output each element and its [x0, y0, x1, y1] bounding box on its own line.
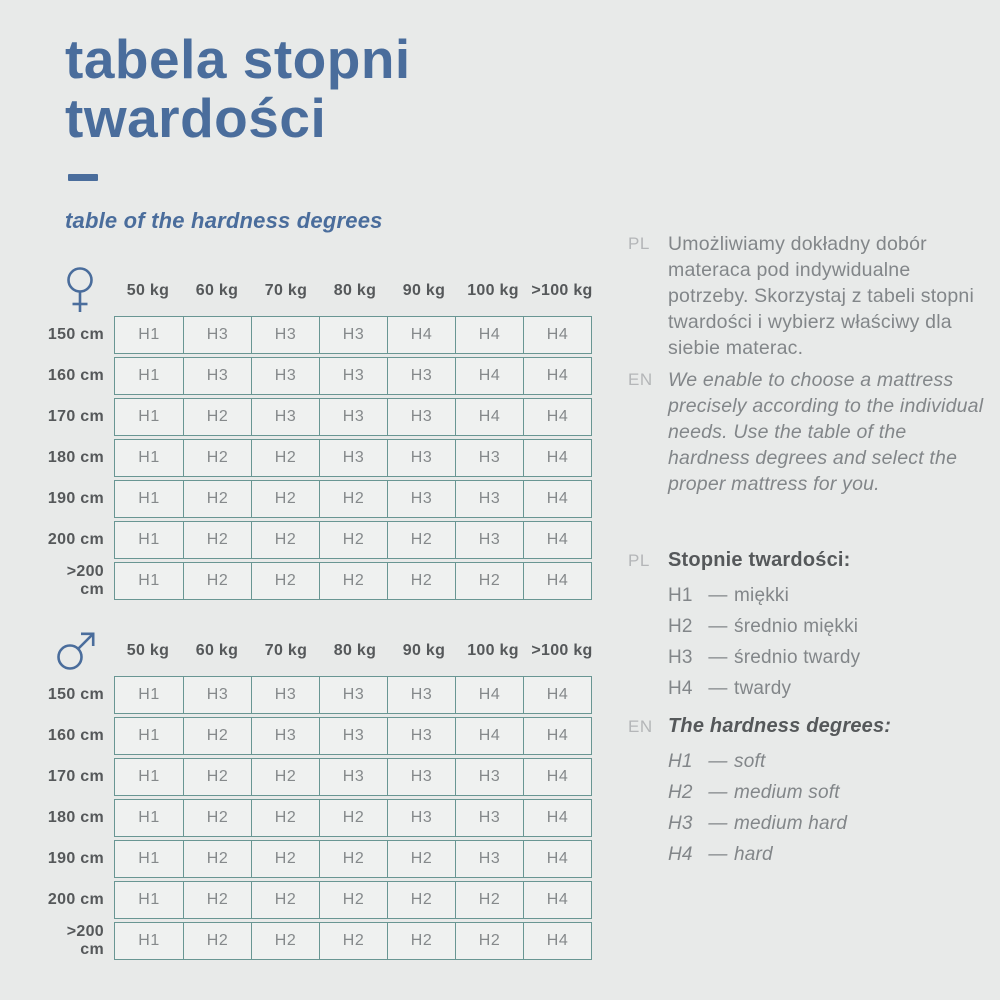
legend-dash: — [708, 647, 728, 668]
hardness-cell: H3 [251, 317, 319, 353]
legend-label: średnio miękki [734, 616, 859, 637]
hardness-cell: H3 [387, 399, 455, 435]
row-cells [114, 521, 592, 559]
hardness-cell: H2 [387, 882, 455, 918]
hardness-cell: H4 [523, 481, 591, 517]
title-dash [68, 174, 98, 181]
height-label: 170 cm [47, 768, 104, 785]
hardness-cell: H2 [251, 882, 319, 918]
hardness-cell: H1 [138, 490, 160, 507]
hardness-cell: H2 [319, 563, 387, 599]
en-legend-list [668, 715, 891, 875]
hardness-cell: H3 [387, 677, 455, 713]
weight-header: 90 kg [402, 282, 446, 299]
hardness-cell: H1 [138, 809, 160, 826]
hardness-cell: H2 [183, 563, 251, 599]
hardness-cell: H3 [251, 718, 319, 754]
hardness-cell: H3 [251, 358, 319, 394]
height-label: >200 cm [66, 563, 104, 598]
hardness-cell: H1 [138, 449, 160, 466]
hardness-cell: H3 [319, 718, 387, 754]
hardness-cell: H4 [523, 759, 591, 795]
legend-dash: — [708, 844, 728, 865]
hardness-cell: H4 [523, 522, 591, 558]
pl-legend-list [668, 549, 860, 709]
height-label: 180 cm [47, 449, 104, 466]
legend-code: H2 [668, 616, 693, 637]
pl-language-label: PL [628, 234, 650, 253]
pl-legend-language-label: PL [628, 551, 650, 570]
hardness-cell: H4 [523, 841, 591, 877]
row-cells [114, 840, 592, 878]
pl-description-text: Umożliwiamy dokładny dobór materaca pod indywidualne potrzeby. Skorzystaj z tabeli stopni twardości i wybierz właściwy dla siebie materac. [668, 233, 974, 359]
en-language-label: EN [628, 370, 653, 389]
legend-item [668, 813, 891, 835]
female-table-header [40, 266, 597, 316]
weight-header: 60 kg [195, 282, 239, 299]
hardness-cell: H3 [455, 522, 523, 558]
hardness-cell: H2 [183, 399, 251, 435]
hardness-cell: H4 [387, 317, 455, 353]
hardness-cell: H1 [138, 326, 160, 343]
height-label: 150 cm [47, 686, 104, 703]
hardness-cell: H2 [387, 522, 455, 558]
weight-header: 70 kg [264, 282, 308, 299]
legend-code: H3 [668, 647, 693, 668]
hardness-cell: H2 [183, 522, 251, 558]
hardness-cell: H2 [455, 563, 523, 599]
hardness-cell: H1 [138, 531, 160, 548]
en-legend-language-label: EN [628, 717, 653, 736]
hardness-cell: H2 [251, 841, 319, 877]
legend-code: H1 [668, 585, 693, 606]
height-label: 190 cm [47, 490, 104, 507]
hardness-cell: H4 [523, 677, 591, 713]
hardness-cell: H4 [455, 399, 523, 435]
legend-dash: — [708, 813, 728, 834]
legend-label: soft [734, 751, 766, 772]
hardness-cell: H2 [183, 718, 251, 754]
height-label: 180 cm [47, 809, 104, 826]
hardness-cell: H4 [523, 358, 591, 394]
en-description-block [628, 368, 986, 498]
hardness-cell: H4 [455, 358, 523, 394]
row-cells [114, 758, 592, 796]
hardness-cell: H3 [455, 481, 523, 517]
weight-header: 100 kg [467, 282, 519, 299]
hardness-cell: H4 [523, 563, 591, 599]
height-label: 150 cm [47, 326, 104, 343]
legend-code: H2 [668, 782, 693, 803]
weight-header: 80 kg [333, 642, 377, 659]
weight-header: 100 kg [467, 642, 519, 659]
row-cells [114, 717, 592, 755]
hardness-cell: H1 [138, 932, 160, 949]
hardness-cell: H1 [138, 686, 160, 703]
height-label: 160 cm [47, 367, 104, 384]
height-label: 170 cm [47, 408, 104, 425]
row-cells [114, 439, 592, 477]
legend-code: H1 [668, 751, 693, 772]
page-title-line2: twardości [65, 86, 327, 149]
hardness-cell: H2 [455, 882, 523, 918]
hardness-cell: H3 [387, 481, 455, 517]
row-cells [114, 480, 592, 518]
hardness-cell: H3 [319, 440, 387, 476]
hardness-cell: H3 [319, 399, 387, 435]
weight-header: >100 kg [531, 282, 593, 299]
legend-item [668, 782, 891, 804]
table-row [40, 357, 597, 395]
legend-dash: — [708, 678, 728, 699]
hardness-cell: H2 [319, 522, 387, 558]
hardness-cell: H1 [138, 408, 160, 425]
hardness-cell: H2 [319, 800, 387, 836]
en-legend-block [628, 715, 986, 875]
hardness-cell: H2 [455, 923, 523, 959]
row-cells [114, 799, 592, 837]
legend-label: średnio twardy [734, 647, 861, 668]
weight-header: 70 kg [264, 642, 308, 659]
table-row [40, 562, 597, 600]
page-title [65, 30, 411, 148]
page-title-line1: tabela stopni [65, 28, 411, 90]
hardness-cell: H4 [523, 800, 591, 836]
hardness-cell: H3 [251, 677, 319, 713]
en-legend-items [668, 751, 891, 866]
hardness-cell: H2 [183, 759, 251, 795]
weight-header: 90 kg [402, 642, 446, 659]
legend-label: miękki [734, 585, 790, 606]
female-hardness-table [40, 266, 597, 603]
hardness-cell: H3 [455, 759, 523, 795]
hardness-cell: H3 [455, 440, 523, 476]
male-hardness-table [40, 626, 597, 963]
legend-item [668, 678, 860, 700]
legend-item [668, 647, 860, 669]
weight-header: 50 kg [126, 642, 170, 659]
legend-code: H4 [668, 678, 693, 699]
legend-item [668, 585, 860, 607]
page-header [65, 30, 411, 234]
hardness-cell: H3 [387, 440, 455, 476]
pl-description-block [628, 232, 986, 362]
hardness-cell: H4 [523, 399, 591, 435]
pl-legend-block [628, 549, 986, 709]
legend-code: H3 [668, 813, 693, 834]
table-row [40, 840, 597, 878]
table-row [40, 398, 597, 436]
legend-dash: — [708, 585, 728, 606]
hardness-cell: H3 [183, 677, 251, 713]
hardness-cell: H3 [319, 358, 387, 394]
pl-legend-title: Stopnie twardości: [668, 549, 851, 571]
row-cells [114, 398, 592, 436]
hardness-cell: H2 [251, 522, 319, 558]
hardness-cell: H2 [183, 882, 251, 918]
table-row [40, 922, 597, 960]
hardness-cell: H1 [138, 891, 160, 908]
hardness-cell: H2 [387, 923, 455, 959]
hardness-cell: H2 [183, 923, 251, 959]
legend-item [668, 751, 891, 773]
en-description-text: We enable to choose a mattress precisely according to the individual needs. Use the table of the hardness degrees and select the proper mattress for you. [668, 369, 984, 495]
hardness-cell: H4 [523, 440, 591, 476]
hardness-cell: H3 [387, 358, 455, 394]
hardness-cell: H3 [183, 358, 251, 394]
hardness-cell: H3 [183, 317, 251, 353]
hardness-cell: H1 [138, 727, 160, 744]
pl-legend-items [668, 585, 860, 700]
male-table-header [40, 626, 597, 676]
legend-dash: — [708, 616, 728, 637]
table-row [40, 316, 597, 354]
page-subtitle: table of the hardness degrees [65, 207, 383, 233]
hardness-cell: H4 [523, 882, 591, 918]
row-cells [114, 357, 592, 395]
height-label: 200 cm [47, 891, 104, 908]
legend-dash: — [708, 751, 728, 772]
legend-label: medium hard [734, 813, 848, 834]
hardness-cell: H2 [319, 923, 387, 959]
legend-item [668, 844, 891, 866]
table-row [40, 881, 597, 919]
hardness-cell: H2 [251, 481, 319, 517]
row-cells [114, 316, 592, 354]
hardness-cell: H4 [455, 317, 523, 353]
hardness-cell: H4 [523, 317, 591, 353]
table-row [40, 717, 597, 755]
hardness-cell: H3 [387, 759, 455, 795]
male-symbol-icon [40, 629, 104, 673]
weight-header: 80 kg [333, 282, 377, 299]
hardness-cell: H1 [138, 850, 160, 867]
legend-code: H4 [668, 844, 693, 865]
hardness-cell: H3 [319, 317, 387, 353]
hardness-cell: H2 [183, 841, 251, 877]
hardness-cell: H4 [523, 923, 591, 959]
table-row [40, 758, 597, 796]
hardness-cell: H2 [251, 923, 319, 959]
table-row [40, 439, 597, 477]
legend-dash: — [708, 782, 728, 803]
hardness-cell: H3 [319, 677, 387, 713]
table-row [40, 799, 597, 837]
legend-label: hard [734, 844, 773, 865]
legend-label: twardy [734, 678, 792, 699]
weight-header: 60 kg [195, 642, 239, 659]
en-legend-title: The hardness degrees: [668, 715, 892, 737]
hardness-cell: H2 [251, 800, 319, 836]
weight-header: >100 kg [531, 642, 593, 659]
hardness-cell: H2 [251, 759, 319, 795]
hardness-cell: H2 [387, 563, 455, 599]
table-row [40, 480, 597, 518]
hardness-cell: H3 [387, 718, 455, 754]
height-label: 160 cm [47, 727, 104, 744]
height-label: 190 cm [47, 850, 104, 867]
row-cells [114, 881, 592, 919]
row-cells [114, 676, 592, 714]
height-label: >200 cm [66, 923, 104, 958]
hardness-cell: H2 [183, 800, 251, 836]
height-label: 200 cm [47, 531, 104, 548]
hardness-cell: H2 [251, 563, 319, 599]
hardness-cell: H1 [138, 768, 160, 785]
hardness-cell: H3 [455, 800, 523, 836]
hardness-cell: H3 [455, 841, 523, 877]
hardness-cell: H1 [138, 572, 160, 589]
row-cells [114, 922, 592, 960]
row-cells [114, 562, 592, 600]
hardness-cell: H3 [387, 800, 455, 836]
hardness-cell: H2 [319, 841, 387, 877]
table-row [40, 676, 597, 714]
hardness-cell: H2 [183, 481, 251, 517]
legend-label: medium soft [734, 782, 840, 803]
hardness-cell: H4 [523, 718, 591, 754]
weight-header: 50 kg [126, 282, 170, 299]
hardness-cell: H2 [387, 841, 455, 877]
hardness-cell: H2 [319, 882, 387, 918]
hardness-cell: H2 [319, 481, 387, 517]
hardness-cell: H4 [455, 677, 523, 713]
female-symbol-icon [40, 266, 104, 316]
legend-item [668, 616, 860, 638]
hardness-cell: H2 [251, 440, 319, 476]
hardness-cell: H3 [319, 759, 387, 795]
hardness-cell: H3 [251, 399, 319, 435]
table-row [40, 521, 597, 559]
hardness-cell: H2 [183, 440, 251, 476]
hardness-cell: H4 [455, 718, 523, 754]
hardness-cell: H1 [138, 367, 160, 384]
